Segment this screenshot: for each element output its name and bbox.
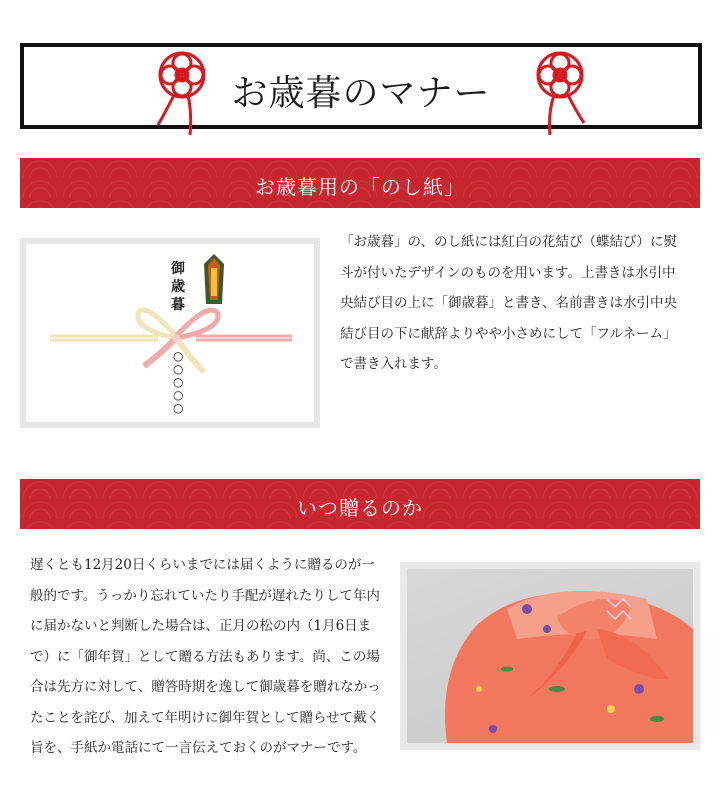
awaji-knot-icon: [530, 39, 590, 139]
section-heading: いつ贈るのか: [297, 496, 423, 520]
noshi-lower-text: ○○○○○: [173, 349, 184, 415]
section-heading-banner: [20, 158, 700, 208]
photo-image: [407, 569, 693, 743]
section-heading-banner: [20, 479, 700, 529]
title-box: [20, 43, 702, 129]
noshi-illustration: [20, 238, 320, 428]
noshi-paper: [26, 244, 314, 422]
page-title: お歳暮のマナー: [231, 73, 491, 114]
noshi-icon: [204, 254, 224, 306]
noshi-upper-text: 御歳暮: [171, 261, 185, 313]
furoshiki-photo: [400, 562, 700, 750]
mizuhiki-drawing: [26, 244, 314, 422]
section-body: 「お歳暮」の、のし紙には紅白の花結び（蝶結び）に熨斗が付いたデザインのものを用います。上書きは水引中央結び目の上に「御歳暮」と書き、名前書きは水引中央結び目の下に献辞よりやや小さめにして「フルネーム」で書き入れます。: [340, 234, 677, 372]
section-body: 遅くとも12月20日くらいまでには届くように贈るのが一般的です。うっかり忘れていたり手配が遅れたりして年内に届かないと判断した場合は、正月の松の内（1月6日まで）に「御年賀」として贈る方法もあります。尚、この場合は先方に対して、贈答時期を逸して御歳暮を贈れなかったことを詫び、加えて年明けに御年賀として贈らせて戴く旨を、手紙か電話にて一言伝えておくのがマナーです。: [30, 557, 381, 756]
section-heading: お歳暮用の「のし紙」: [255, 175, 465, 199]
